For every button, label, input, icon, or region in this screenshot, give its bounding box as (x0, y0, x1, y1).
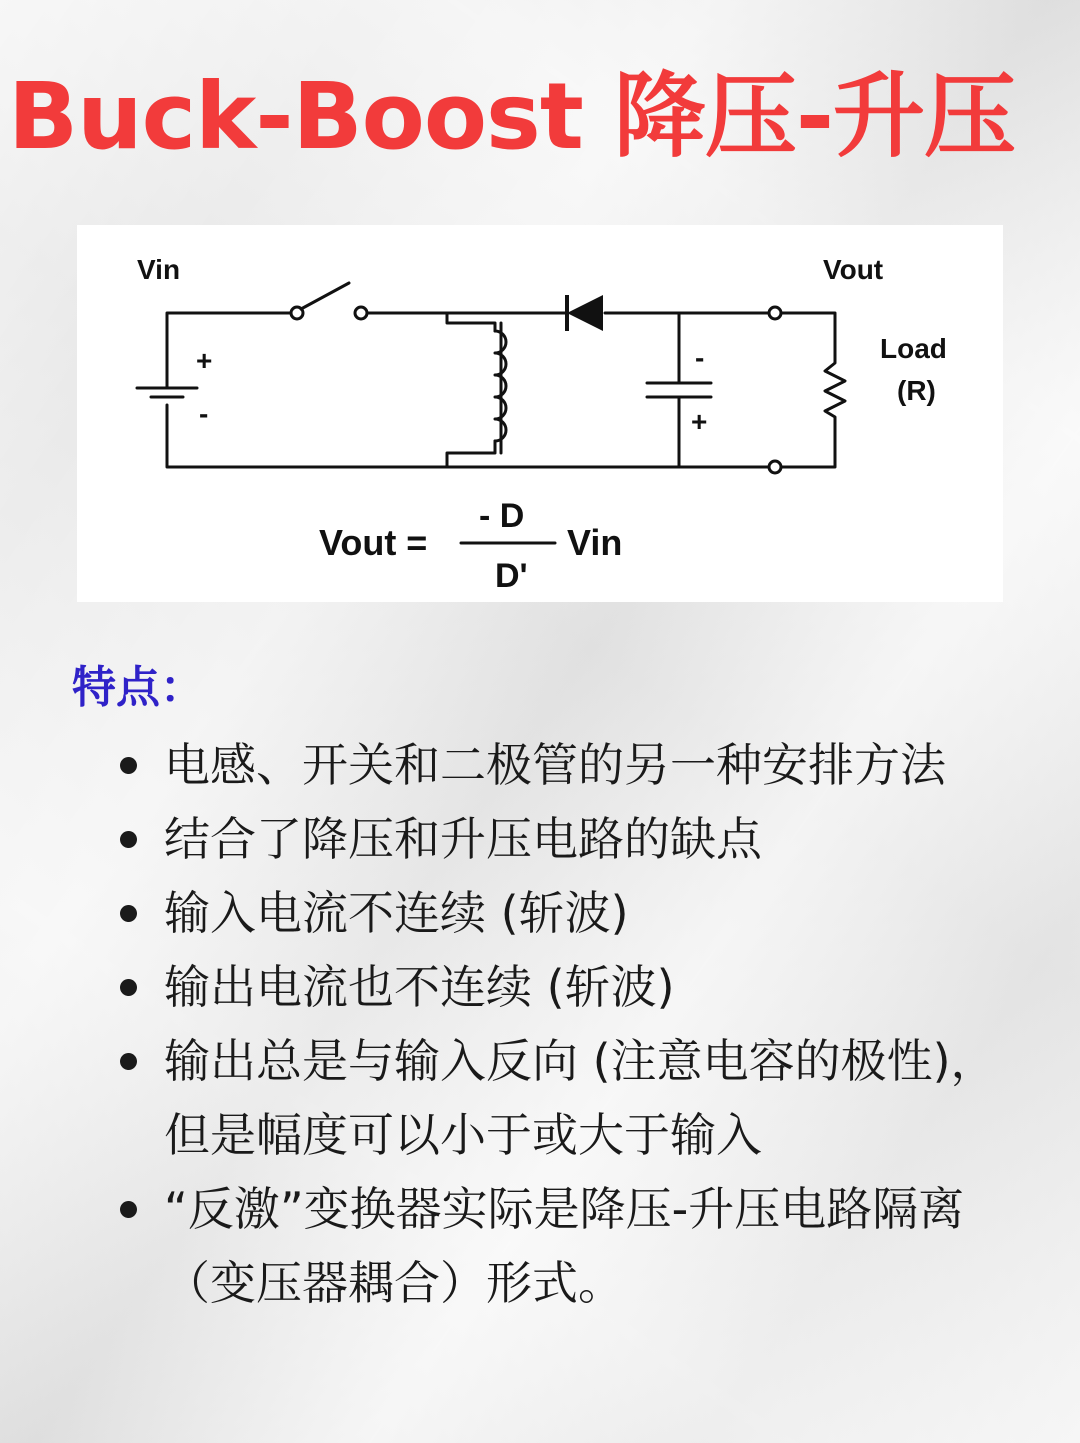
bullet-icon (120, 905, 137, 922)
bullet-icon (120, 757, 137, 774)
bullet-icon (120, 979, 137, 996)
feature-text: 电感、开关和二极管的另一种安排方法 (164, 738, 946, 792)
vout-terminal-bottom (769, 461, 781, 473)
diode-icon (567, 295, 603, 331)
feature-text: “反激”变换器实际是降压-升压电路隔离（变压器耦合）形式。 (164, 1182, 965, 1310)
load-resistor (825, 357, 845, 425)
capacitor-minus-sign: - (695, 342, 705, 373)
list-item (0, 728, 1080, 802)
buck-boost-circuit-diagram (77, 225, 1003, 602)
switch-blade (301, 283, 349, 309)
formula-denominator: D' (495, 557, 528, 595)
feature-text: 输入电流不连续 (斩波) (164, 886, 629, 940)
feature-text: 结合了降压和升压电路的缺点 (164, 812, 762, 866)
wire-top-left (167, 313, 291, 388)
features-list (0, 728, 1080, 1320)
bullet-icon (120, 1053, 137, 1070)
circuit-diagram-panel (77, 225, 1003, 602)
list-item (0, 950, 1080, 1024)
battery-plus-sign: + (196, 345, 213, 376)
list-item (0, 876, 1080, 950)
vout-label: Vout (823, 254, 884, 285)
page-title: Buck-Boost 降压-升压 (8, 63, 1016, 170)
wire-inductor-top (447, 313, 495, 331)
bullet-icon (120, 831, 137, 848)
list-item (0, 1024, 1080, 1172)
formula-lhs: Vout = (319, 522, 428, 563)
list-item (0, 1172, 1080, 1320)
load-resistance-label: (R) (897, 375, 936, 406)
wire-load-bottom (781, 425, 835, 467)
battery-minus-sign: - (199, 398, 209, 429)
list-item (0, 802, 1080, 876)
vout-terminal-top (769, 307, 781, 319)
formula-rhs: Vin (567, 522, 623, 563)
bullet-icon (120, 1201, 137, 1218)
feature-text: 输出电流也不连续 (斩波) (164, 960, 675, 1014)
wire-load-top (781, 313, 835, 357)
wire-inductor-bottom (447, 441, 495, 467)
features-heading: 特点： (72, 662, 204, 713)
capacitor-plus-sign: + (691, 406, 708, 437)
switch-terminal-right (355, 307, 367, 319)
vin-label: Vin (137, 254, 181, 285)
load-label: Load (880, 333, 947, 364)
feature-text: 输出总是与输入反向 (注意电容的极性)，但是幅度可以小于或大于输入 (164, 1034, 997, 1162)
formula-numerator: - D (479, 497, 525, 535)
